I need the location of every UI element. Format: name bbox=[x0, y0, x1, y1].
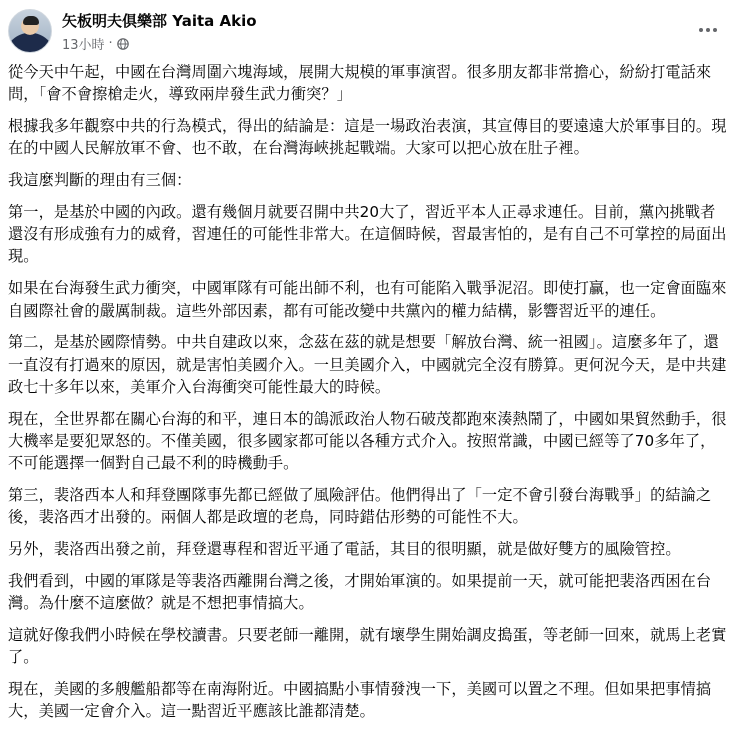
post-paragraph: 這就好像我們小時候在學校讀書。只要老師一離開，就有壞學生開始調皮搗蛋，等老師一回來，就馬上老實了。 bbox=[8, 626, 727, 667]
post-timestamp[interactable]: 13小時 bbox=[62, 38, 105, 53]
post-paragraph: 另外，裴洛西出發之前，拜登還專程和習近平通了電話，其目的很明顯，就是做好雙方的風險管控。 bbox=[8, 540, 681, 559]
post-meta bbox=[62, 34, 129, 53]
globe-icon[interactable] bbox=[117, 38, 129, 50]
more-options-icon[interactable] bbox=[693, 15, 723, 45]
post-paragraph: 第三，裴洛西本人和拜登團隊事先都已經做了風險評估。他們得出了「一定不會引發台海戰爭」的結論之後，裴洛西才出發的。兩個人都是政壇的老鳥，同時錯估形勢的可能性不大。 bbox=[8, 486, 712, 527]
post-paragraph: 從今天中午起，中國在台灣周圍六塊海域，展開大規模的軍事演習。很多朋友都非常擔心，紛紛打電話來問，「會不會擦槍走火，導致兩岸發生武力衝突？」 bbox=[8, 63, 712, 104]
post-paragraph: 我這麼判斷的理由有三個： bbox=[8, 171, 192, 190]
post-paragraph: 第一，是基於中國的內政。還有幾個月就要召開中共20大了，習近平本人正尋求連任。目前，黨內挑戰者還沒有形成強有力的威脅，習連任的可能性非常大。在這個時候，習最害怕的，是有自己不可掌控的局面出現。 bbox=[8, 203, 727, 266]
post-body bbox=[8, 61, 727, 732]
post-paragraph: 現在，全世界都在關心台海的和平，連日本的鴿派政治人物石破茂都跑來湊熱鬧了，中國如果貿然動手，很大機率是要犯眾怒的。不僅美國，很多國家都可能以各種方式介入。按照常識，中國已經等了70多年了，不可能選擇一個對自己最不利的時機動手。 bbox=[8, 409, 727, 473]
post-paragraph: 第二，是基於國際情勢。中共自建政以來，念茲在茲的就是想要「解放台灣、統一祖國」。這麼多年了，還一直沒有打過來的原因，就是害怕美國介入。一旦美國介入，中國就完全沒有勝算。更何況今天，是中共建政七十多年以來，美軍介入台海衝突可能性最大的時候。 bbox=[8, 333, 727, 396]
avatar[interactable] bbox=[8, 9, 52, 53]
post-paragraph: 現在，美國的多艘艦船都等在南海附近。中國搞點小事情發洩一下，美國可以置之不理。但如果把事情搞大，美國一定會介入。這一點習近平應該比誰都清楚。 bbox=[8, 680, 712, 721]
post-paragraph: 如果在台海發生武力衝突，中國軍隊有可能出師不利，也有可能陷入戰爭泥沼。即使打贏，也一定會面臨來自國際社會的嚴厲制裁。這些外部因素，都有可能改變中共黨內的權力結構，影響習近平的連任。 bbox=[8, 279, 727, 320]
author-name[interactable]: 矢板明夫俱樂部 Yaita Akio bbox=[62, 12, 257, 30]
meta-separator: · bbox=[108, 36, 113, 51]
post-paragraph: 根據我多年觀察中共的行為模式，得出的結論是：這是一場政治表演，其宣傳目的要遠遠大於軍事目的。現在的中國人民解放軍不會、也不敢，在台灣海峽挑起戰端。大家可以把心放在肚子裡。 bbox=[8, 117, 727, 158]
post-header bbox=[8, 9, 727, 55]
post-paragraph: 我們看到，中國的軍隊是等裴洛西離開台灣之後，才開始軍演的。如果提前一天，就可能把裴洛西困在台灣。為什麼不這麼做？就是不想把事情搞大。 bbox=[8, 572, 712, 613]
